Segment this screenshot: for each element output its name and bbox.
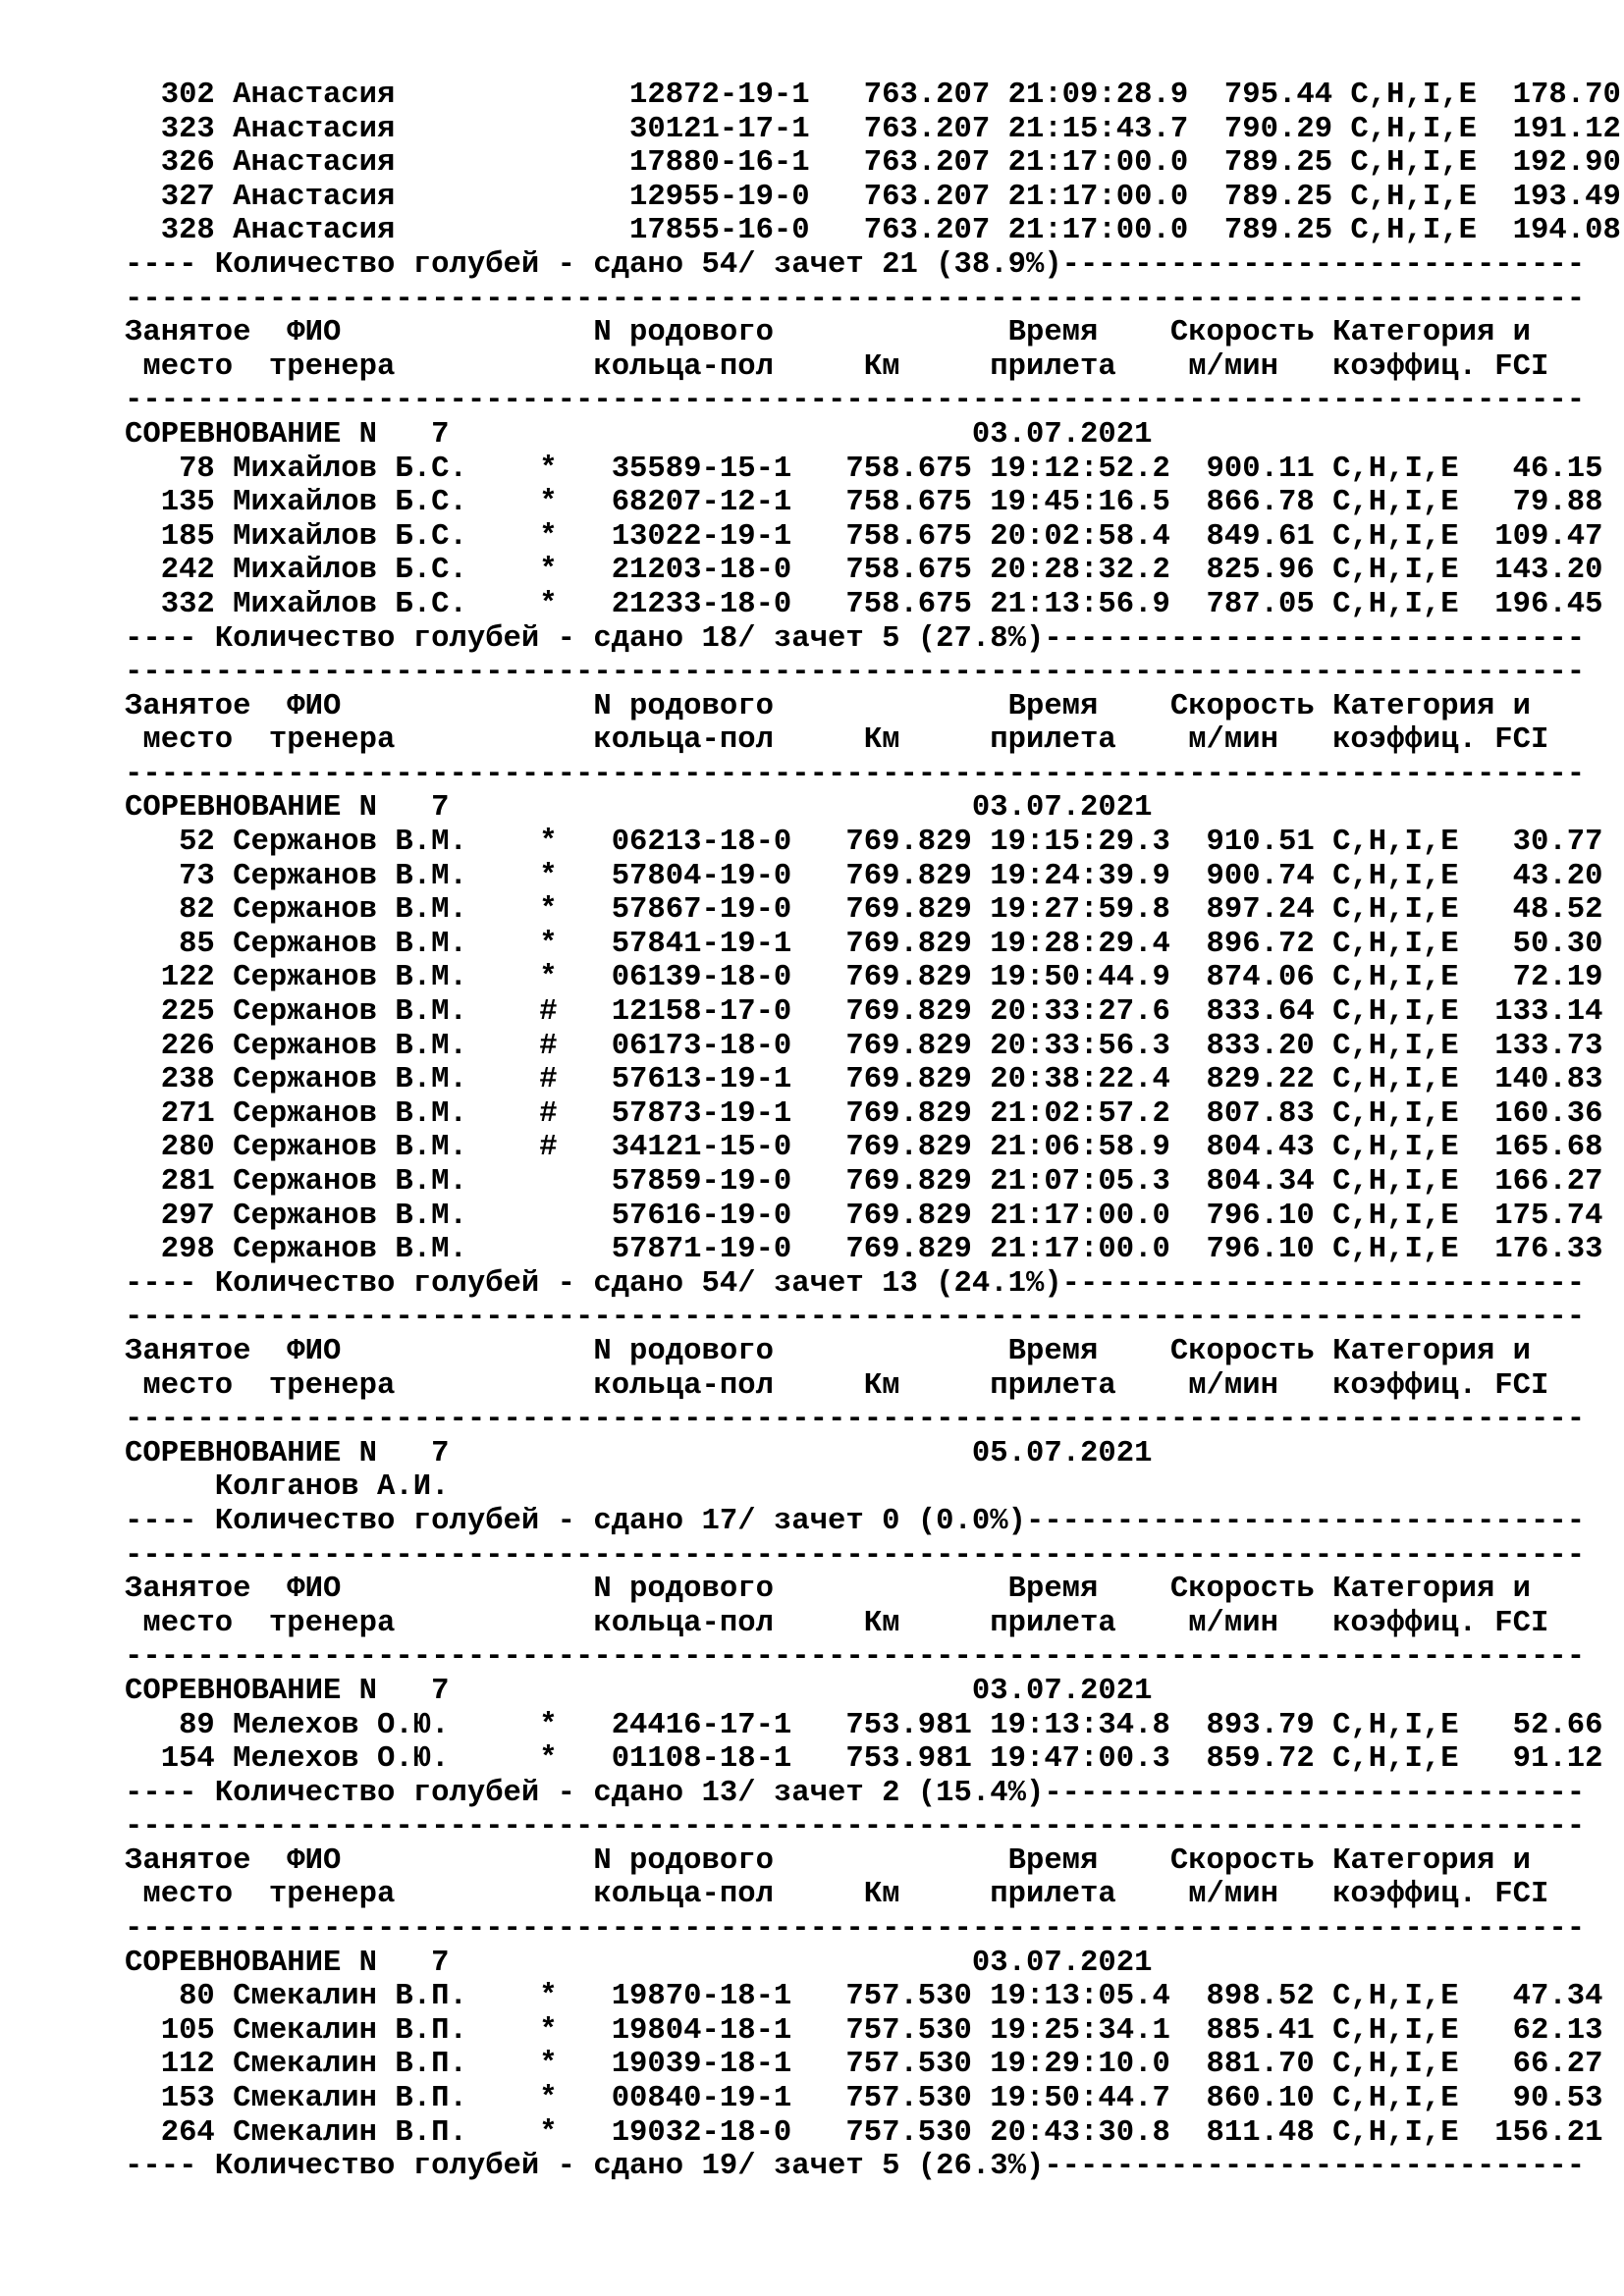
result-row: 302 Анастасия 12872-19-1 763.207 21:09:28.9 795.44 C,H,I,E 178.70 [125, 79, 1621, 112]
result-row: 105 Смекалин В.П. * 19804-18-1 757.530 19:25:34.1 885.41 C,H,I,E 62.13 [125, 2013, 1603, 2048]
summary-line: ---- Количество голубей - сдано 54/ зачет 13 (24.1%)----------------------------- [125, 1266, 1586, 1301]
results-printout [125, 79, 1621, 2184]
result-row: 135 Михайлов Б.С. * 68207-12-1 758.675 19:45:16.5 866.78 C,H,I,E 79.88 [125, 486, 1603, 520]
result-row: 298 Сержанов В.М. 57871-19-0 769.829 21:17:00.0 796.10 C,H,I,E 176.33 [125, 1233, 1603, 1267]
separator-line: --------------------------------------------------------------------------------- [125, 1640, 1586, 1675]
summary-line: ---- Количество голубей - сдано 13/ зачет 2 (15.4%)------------------------------ [125, 1776, 1586, 1810]
result-row: 297 Сержанов В.М. 57616-19-0 769.829 21:17:00.0 796.10 C,H,I,E 175.74 [125, 1199, 1603, 1233]
result-row: 328 Анастасия 17855-16-0 763.207 21:17:00.0 789.25 C,H,I,E 194.08 [125, 214, 1621, 248]
separator-line: --------------------------------------------------------------------------------- [125, 1810, 1586, 1844]
table-header-row-1: Занятое ФИО N родового Время Скорость Категория и [125, 1334, 1532, 1368]
table-header-row-2: место тренера кольца-пол Км прилета м/мин коэффиц. FCI [125, 723, 1549, 758]
result-row: 281 Сержанов В.М. 57859-19-0 769.829 21:07:05.3 804.34 C,H,I,E 166.27 [125, 1165, 1603, 1199]
result-row: 326 Анастасия 17880-16-1 763.207 21:17:00.0 789.25 C,H,I,E 192.90 [125, 146, 1621, 181]
result-row: 238 Сержанов В.М. # 57613-19-1 769.829 20:38:22.4 829.22 C,H,I,E 140.83 [125, 1063, 1603, 1097]
result-row: 271 Сержанов В.М. # 57873-19-1 769.829 21:02:57.2 807.83 C,H,I,E 160.36 [125, 1096, 1603, 1131]
result-row: 185 Михайлов Б.С. * 13022-19-1 758.675 20:02:58.4 849.61 C,H,I,E 109.47 [125, 519, 1603, 554]
summary-line: ---- Количество голубей - сдано 17/ зачет 0 (0.0%)------------------------------- [125, 1504, 1586, 1538]
table-header-row-2: место тренера кольца-пол Км прилета м/мин коэффиц. FCI [125, 1606, 1549, 1640]
competition-heading: СОРЕВНОВАНИЕ N 7 03.07.2021 [125, 1674, 1153, 1708]
result-row: 332 Михайлов Б.С. * 21233-18-0 758.675 21:13:56.9 787.05 C,H,I,E 196.45 [125, 587, 1603, 621]
separator-line: --------------------------------------------------------------------------------- [125, 282, 1586, 316]
table-header-row-1: Занятое ФИО N родового Время Скорость Категория и [125, 689, 1532, 723]
participant-line: Колганов А.И. [125, 1470, 450, 1505]
result-row: 85 Сержанов В.М. * 57841-19-1 769.829 19:28:29.4 896.72 C,H,I,E 50.30 [125, 927, 1603, 961]
result-row: 89 Мелехов О.Ю. * 24416-17-1 753.981 19:13:34.8 893.79 C,H,I,E 52.66 [125, 1708, 1603, 1742]
separator-line: --------------------------------------------------------------------------------- [125, 656, 1586, 690]
result-row: 226 Сержанов В.М. # 06173-18-0 769.829 20:33:56.3 833.20 C,H,I,E 133.73 [125, 1029, 1603, 1063]
result-row: 242 Михайлов Б.С. * 21203-18-0 758.675 20:28:32.2 825.96 C,H,I,E 143.20 [125, 554, 1603, 588]
result-row: 327 Анастасия 12955-19-0 763.207 21:17:00.0 789.25 C,H,I,E 193.49 [125, 180, 1621, 214]
result-row: 323 Анастасия 30121-17-1 763.207 21:15:43.7 790.29 C,H,I,E 191.12 [125, 112, 1621, 146]
separator-line: --------------------------------------------------------------------------------- [125, 384, 1586, 418]
result-row: 225 Сержанов В.М. # 12158-17-0 769.829 20:33:27.6 833.64 C,H,I,E 133.14 [125, 995, 1603, 1030]
result-row: 80 Смекалин В.П. * 19870-18-1 757.530 19:13:05.4 898.52 C,H,I,E 47.34 [125, 1980, 1603, 2014]
separator-line: --------------------------------------------------------------------------------- [125, 1403, 1586, 1437]
separator-line: --------------------------------------------------------------------------------- [125, 1538, 1586, 1573]
competition-heading: СОРЕВНОВАНИЕ N 7 03.07.2021 [125, 1946, 1153, 1980]
table-header-row-2: место тренера кольца-пол Км прилета м/мин коэффиц. FCI [125, 1368, 1549, 1403]
result-row: 264 Смекалин В.П. * 19032-18-0 757.530 20:43:30.8 811.48 C,H,I,E 156.21 [125, 2115, 1603, 2150]
competition-heading: СОРЕВНОВАНИЕ N 7 03.07.2021 [125, 791, 1153, 826]
result-row: 78 Михайлов Б.С. * 35589-15-1 758.675 19:12:52.2 900.11 C,H,I,E 46.15 [125, 452, 1603, 486]
competition-heading: СОРЕВНОВАНИЕ N 7 03.07.2021 [125, 417, 1153, 452]
table-header-row-1: Занятое ФИО N родового Время Скорость Категория и [125, 1843, 1532, 1878]
result-row: 153 Смекалин В.П. * 00840-19-1 757.530 19:50:44.7 860.10 C,H,I,E 90.53 [125, 2082, 1603, 2116]
summary-line: ---- Количество голубей - сдано 54/ зачет 21 (38.9%)----------------------------- [125, 247, 1586, 282]
table-header-row-2: место тренера кольца-пол Км прилета м/мин коэффиц. FCI [125, 349, 1549, 384]
competition-heading: СОРЕВНОВАНИЕ N 7 05.07.2021 [125, 1436, 1153, 1470]
table-header-row-2: место тренера кольца-пол Км прилета м/мин коэффиц. FCI [125, 1878, 1549, 1912]
summary-line: ---- Количество голубей - сдано 19/ зачет 5 (26.3%)------------------------------ [125, 2150, 1586, 2184]
result-row: 82 Сержанов В.М. * 57867-19-0 769.829 19:27:59.8 897.24 C,H,I,E 48.52 [125, 893, 1603, 928]
separator-line: --------------------------------------------------------------------------------- [125, 757, 1586, 791]
separator-line: --------------------------------------------------------------------------------- [125, 1912, 1586, 1947]
separator-line: --------------------------------------------------------------------------------- [125, 1301, 1586, 1335]
table-header-row-1: Занятое ФИО N родового Время Скорость Категория и [125, 1573, 1532, 1607]
result-row: 73 Сержанов В.М. * 57804-19-0 769.829 19:24:39.9 900.74 C,H,I,E 43.20 [125, 859, 1603, 893]
result-row: 122 Сержанов В.М. * 06139-18-0 769.829 19:50:44.9 874.06 C,H,I,E 72.19 [125, 961, 1603, 995]
result-row: 280 Сержанов В.М. # 34121-15-0 769.829 21:06:58.9 804.43 C,H,I,E 165.68 [125, 1131, 1603, 1165]
summary-line: ---- Количество голубей - сдано 18/ зачет 5 (27.8%)------------------------------ [125, 621, 1586, 656]
result-row: 154 Мелехов О.Ю. * 01108-18-1 753.981 19:47:00.3 859.72 C,H,I,E 91.12 [125, 1742, 1603, 1777]
table-header-row-1: Занятое ФИО N родового Время Скорость Категория и [125, 316, 1532, 350]
result-row: 52 Сержанов В.М. * 06213-18-0 769.829 19:15:29.3 910.51 C,H,I,E 30.77 [125, 826, 1603, 860]
result-row: 112 Смекалин В.П. * 19039-18-1 757.530 19:29:10.0 881.70 C,H,I,E 66.27 [125, 2048, 1603, 2082]
